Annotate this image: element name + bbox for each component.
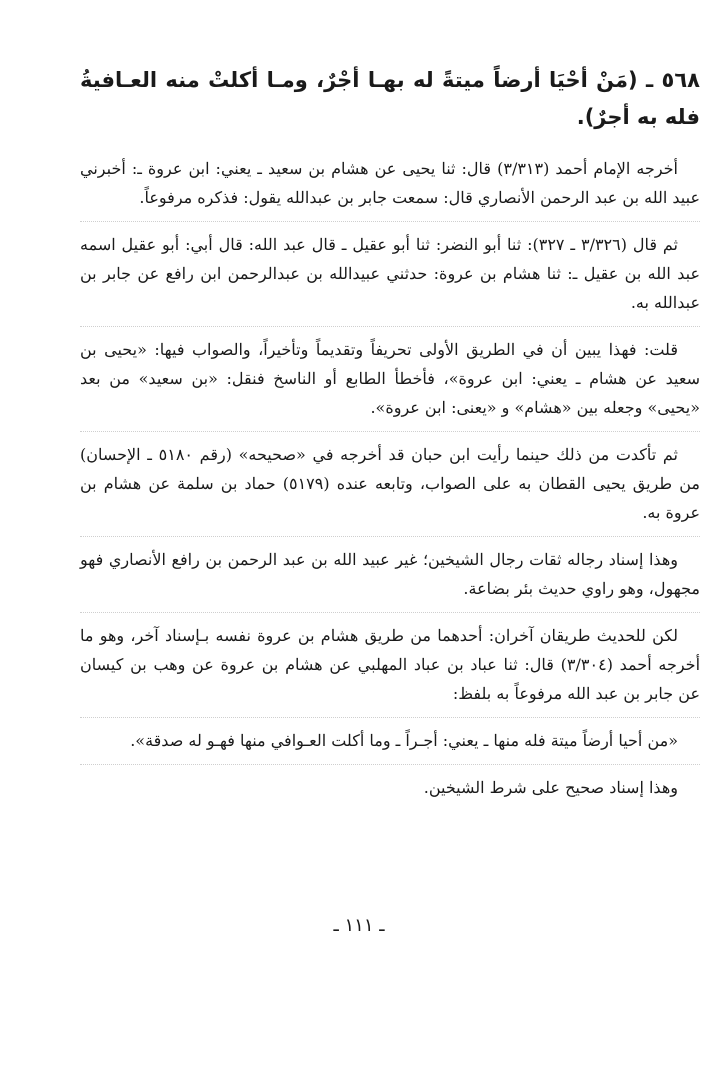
page-number: ـ ١١١ ـ: [333, 915, 385, 936]
paragraph-other-routes: لكن للحديث طريقان آخران: أحدهما من طريق هشام بن عروة نفسه بـإسناد آخر، وهو ما أخرجه أحمد (٣/٣٠٤) قال: ثنا عباد بن عباد المهلبي عن هشام بن عروة عن وهب بن كيسان عن جابر بن عبد الله مرفوعاً به بلفظ:: [80, 626, 701, 703]
paragraph-quoted-wording: «من أحيا أرضاً ميتة فله منها ـ يعني: أجـراً ـ وما أكلت العـوافي منها فهـو له صدقة».: [130, 731, 678, 750]
paragraph-conclusion: وهذا إسناد صحيح على شرط الشيخين.: [423, 778, 678, 797]
paragraph-correction: قلت: فهذا يبين أن في الطريق الأولى تحريفاً وتقديماً وتأخيراً، والصواب فيها: «يحيى بن سعيد عن هشام ـ يعني: ابن عروة»، فأخطأ الطابع أو الناسخ فنقل: «بن سعيد» من بعد «يحيى» وجعله بين «هشام» و «يعنى: ابن عروة».: [80, 340, 700, 417]
paragraph-second-route: ثم قال (٣/٣٢٦ ـ ٣٢٧): ثنا أبو النضر: ثنا أبو عقيل ـ قال عبد الله: قال أبي: أبو عقيل اسمه عبد الله بن عقيل ـ: ثنا هشام بن عروة: حدثني عبيدالله بن عبدالرحمن ابن رافع عن جابر بن عبدالله به.: [80, 235, 701, 312]
hadith-heading: ٥٦٨ ـ (مَنْ أحْيَا أرضاً ميتةً له بهـا أجْرٌ، ومـا أكلتْ منه العـافيةُ فله به أجرٌ).: [80, 68, 700, 129]
paragraph-ibn-hibban: ثم تأكدت من ذلك حينما رأيت ابن حبان قد أخرجه في «صحيحه» (رقم ٥١٨٠ ـ الإحسان) من طريق يحيى القطان به على الصواب، وتابعه عنده (٥١٧٩) حماد بن سلمة عن هشام بن عروة به.: [80, 445, 700, 522]
paragraph-isnad-grading: وهذا إسناد رجاله ثقات رجال الشيخين؛ غير عبيد الله بن عبد الرحمن بن رافع الأنصاري فهو مجهول، وهو راوي حديث بئر بضاعة.: [80, 550, 700, 598]
paragraph-takhrij-ahmad: أخرجه الإمام أحمد (٣/٣١٣) قال: ثنا يحيى عن هشام بن سعيد ـ يعني: ابن عروة ـ: أخبرني عبيد الله بن عبد الرحمن الأنصاري قال: سمعت جابر بن عبدالله يقول: فذكره مرفوعاً.: [80, 159, 700, 207]
document-page: [80, 62, 700, 811]
